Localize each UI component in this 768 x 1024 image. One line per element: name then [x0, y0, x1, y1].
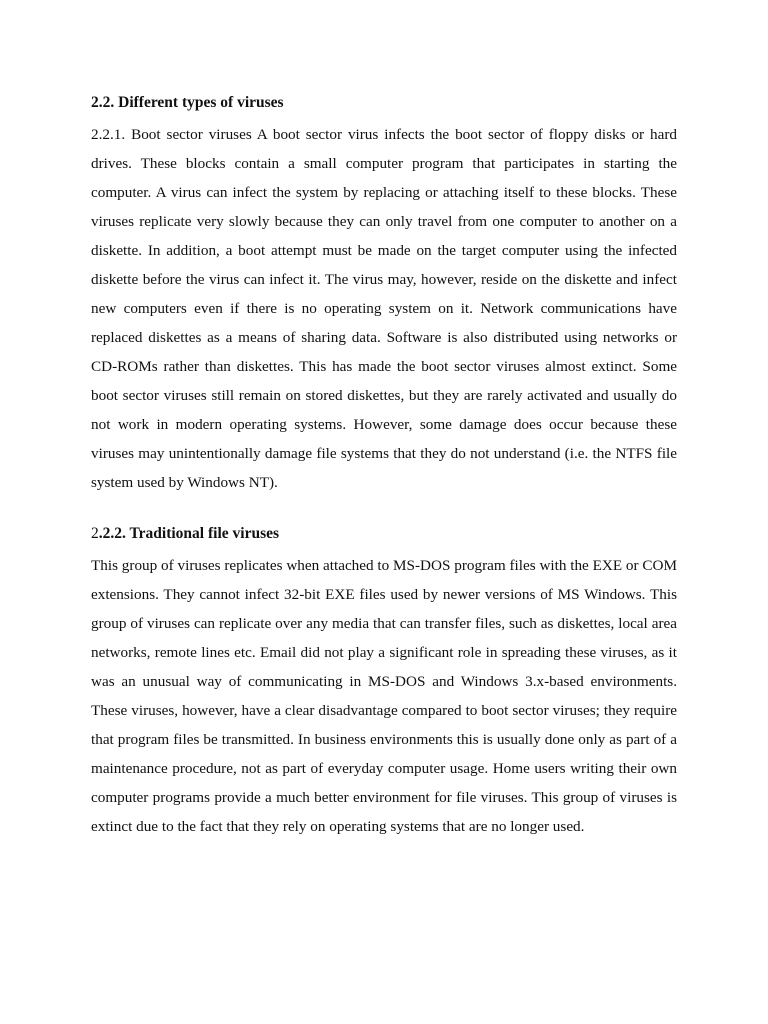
heading-text: .2.2. Traditional file viruses — [98, 525, 280, 542]
paragraph-traditional-file-viruses: This group of viruses replicates when attached to MS-DOS program files with the EXE or COM extensions. They cannot infect 32-bit EXE files used by newer versions of MS Windows. This group of viruses can replicate over any media that can transfer files, such as diskettes, local area networks, remote lines etc. Email did not play a significant role in spreading these viruses, as it was an unusual way of communicating in MS-DOS and Windows 3.x-based environments. These viruses, however, have a clear disadvantage compared to boot sector viruses; they require that program files be transmitted. In business environments this is usually done only as part of a maintenance procedure, not as part of everyday computer usage. Home users writing their own computer programs provide a much better environment for file viruses. This group of viruses is extinct due to the fact that they rely on operating systems that are no longer used. — [91, 557, 677, 835]
section-heading-traditional-file-viruses — [91, 523, 677, 545]
document-page — [91, 92, 677, 841]
paragraph-boot-sector-viruses: 2.2.1. Boot sector viruses A boot sector virus infects the boot sector of floppy disks or hard drives. These blocks contain a small computer program that participates in starting the computer. A virus can infect the system by replacing or attaching itself to these blocks. These viruses replicate very slowly because they can only travel from one computer to another on a diskette. In addition, a boot attempt must be made on the target computer using the infected diskette before the virus can infect it. The virus may, however, reside on the diskette and infect new computers even if there is no operating system on it. Network communications have replaced diskettes as a means of sharing data. Software is also distributed using networks or CD-ROMs rather than diskettes. This has made the boot sector viruses almost extinct. Some boot sector viruses still remain on stored diskettes, but they are rarely activated and usually do not work in modern operating systems. However, some damage does occur because these viruses may unintentionally damage file systems that they do not understand (i.e. the NTFS file system used by Windows NT). — [91, 126, 677, 491]
section-heading-different-types: 2.2. Different types of viruses — [91, 94, 284, 111]
section-spacer — [91, 497, 677, 523]
heading-number-prefix: 2 — [91, 525, 99, 542]
